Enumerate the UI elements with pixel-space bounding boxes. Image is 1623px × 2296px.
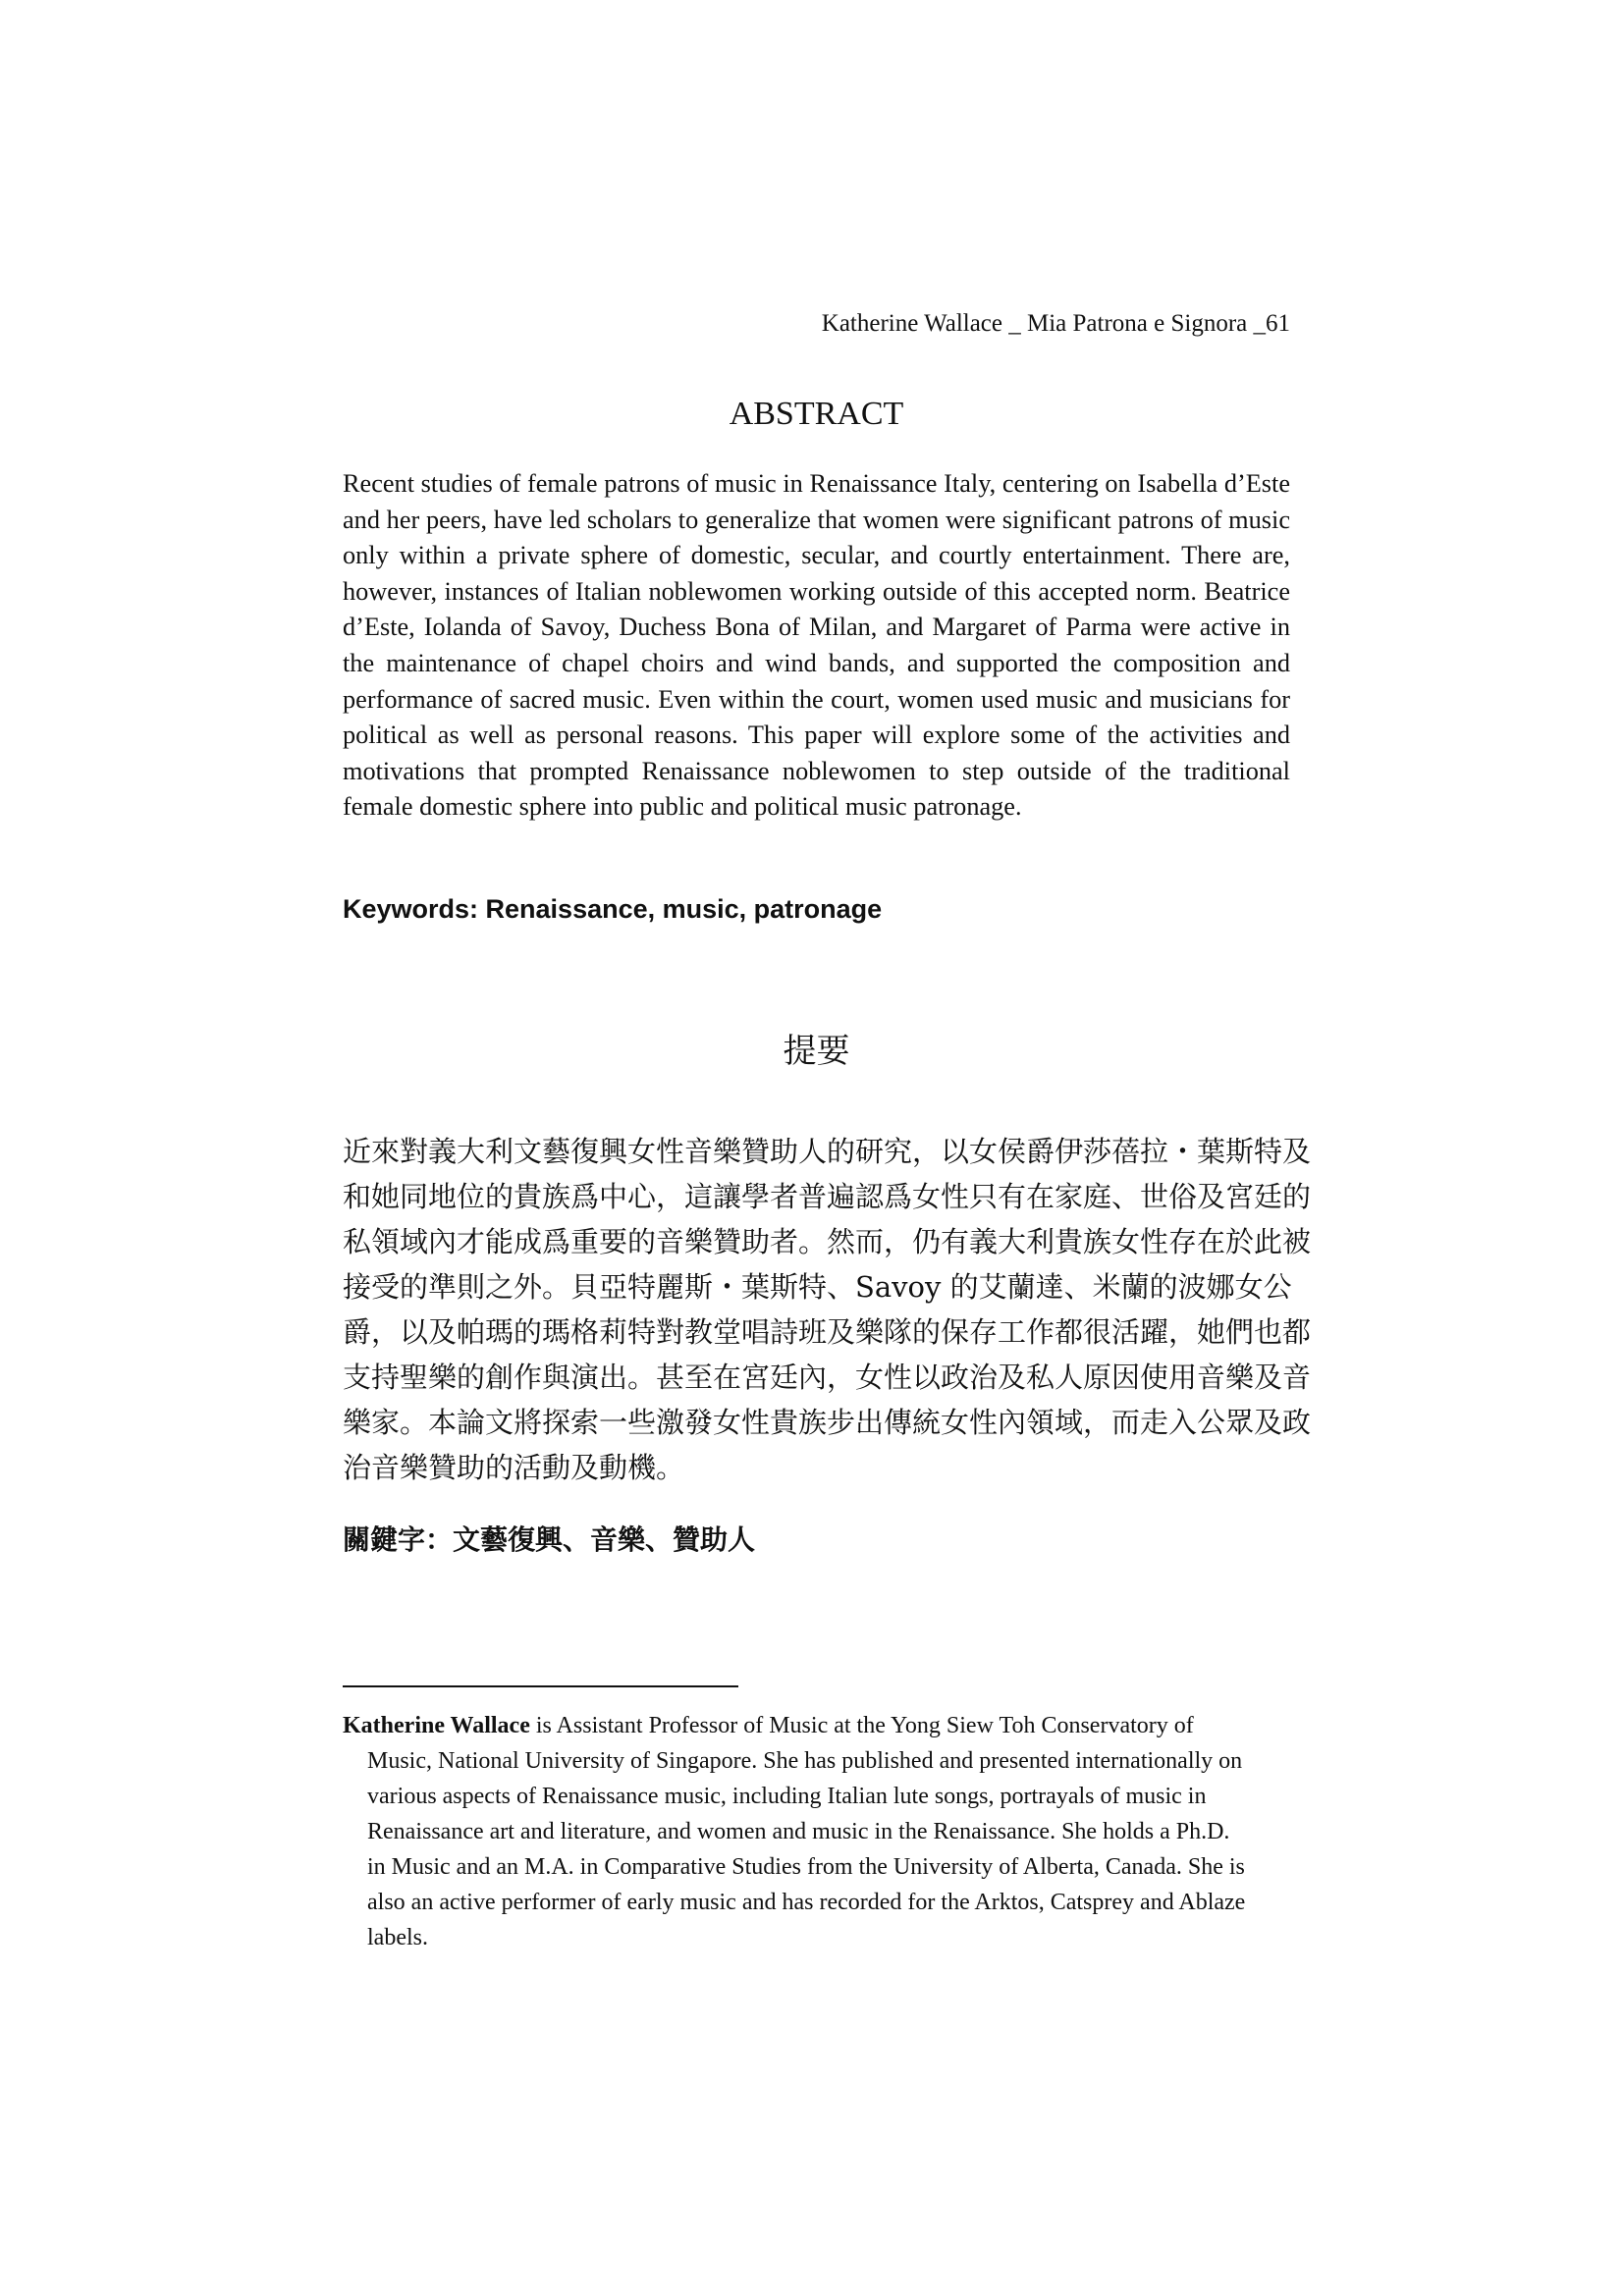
chinese-abstract-line: 爵，以及帕瑪的瑪格莉特對教堂唱詩班及樂隊的保存工作都很活躍，她們也都 — [343, 1315, 1312, 1349]
chinese-abstract-line: 樂家。本論文將探索一些激發女性貴族步出傳統女性內領域，而走入公眾及政 — [343, 1406, 1312, 1439]
footnote-line: various aspects of Renaissance music, including Italian lute songs, portrayals of music in — [367, 1784, 1207, 1809]
footnote-line: Renaissance art and literature, and women and music in the Renaissance. She holds a Ph.D. — [367, 1819, 1230, 1844]
footnote-line: in Music and an M.A. in Comparative Studies from the University of Alberta, Canada. She is — [367, 1854, 1245, 1880]
chinese-abstract-line: 私領域內才能成爲重要的音樂贊助者。然而，仍有義大利貴族女性存在於此被 — [343, 1225, 1312, 1258]
footnote-first-line-text: is Assistant Professor of Music at the Yong Siew Toh Conservatory of — [529, 1713, 1194, 1738]
chinese-abstract-line: 支持聖樂的創作與演出。甚至在宮廷內，女性以政治及私人原因使用音樂及音 — [343, 1361, 1312, 1394]
footnote-line: also an active performer of early music and has recorded for the Arktos, Catsprey and Ablaze — [367, 1890, 1246, 1915]
chinese-abstract-line: 接受的準則之外。貝亞特麗斯・葉斯特、Savoy 的艾蘭達、米蘭的波娜女公 — [343, 1270, 1292, 1304]
chinese-abstract-body — [343, 1129, 1312, 1490]
chinese-keywords: 關鍵字：文藝復興、音樂、贊助人 — [343, 1523, 756, 1556]
abstract-body: Recent studies of female patrons of music in Renaissance Italy, centering on Isabella d’Este and her peers, have led scholars to generalize that women were significant patrons of music only within a private sphere of domestic, secular, and courtly entertainment. There are, however, instances of Italian noblewomen working outside of this accepted norm. Beatrice d’Este, Iolanda of Savoy, Duchess Bona of Milan, and Margaret of Parma were active in the maintenance of chapel choirs and wind bands, and supported the composition and performance of sacred music. Even within the court, women used music and musicians for political as well as personal reasons. This paper will explore some of the activities and motivations that prompted Renaissance noblewomen to step outside of the traditional female domestic sphere into public and political music patronage. — [343, 469, 1290, 822]
footnote-first-line — [343, 1708, 1290, 1743]
keywords: Keywords: Renaissance, music, patronage — [343, 894, 883, 924]
abstract-title: ABSTRACT — [729, 396, 904, 432]
running-head: Katherine Wallace _ Mia Patrona e Signora _61 — [821, 310, 1290, 337]
chinese-abstract-title: 提要 — [783, 1034, 850, 1070]
author-name: Katherine Wallace — [343, 1713, 530, 1738]
chinese-abstract-line: 和她同地位的貴族爲中心，這讓學者普遍認爲女性只有在家庭、世俗及宮廷的 — [343, 1180, 1312, 1213]
author-footnote — [343, 1708, 1290, 1955]
footnote-line: Music, National University of Singapore. She has published and presented internationally on — [367, 1748, 1243, 1774]
footnote-line: labels. — [367, 1925, 428, 1950]
chinese-abstract-line: 近來對義大利文藝復興女性音樂贊助人的研究，以女侯爵伊莎蓓拉・葉斯特及 — [343, 1135, 1312, 1168]
chinese-abstract-line: 治音樂贊助的活動及動機。 — [343, 1451, 685, 1484]
footnote-divider — [343, 1685, 738, 1687]
